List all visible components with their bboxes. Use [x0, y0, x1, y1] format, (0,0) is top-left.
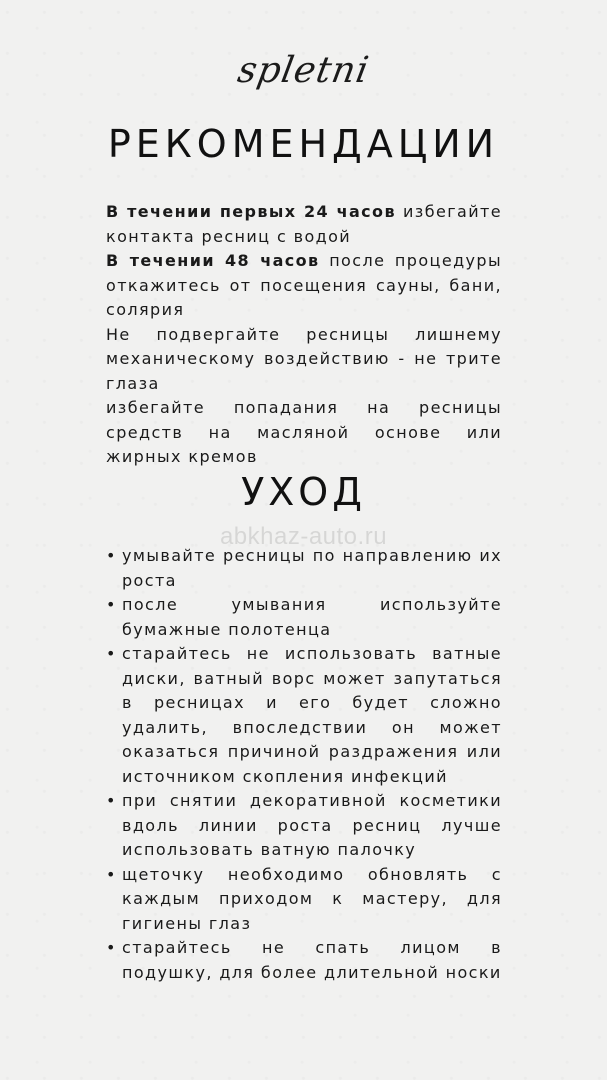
list-item — [104, 789, 502, 863]
recommendation-item — [106, 200, 502, 249]
bullet-icon: • — [106, 791, 117, 810]
care-item-text: старайтесь не спать лицом в подушку, для более длительной носки — [122, 938, 502, 982]
bullet-icon: • — [106, 546, 117, 565]
care-title: УХОД — [241, 470, 366, 514]
care-list — [104, 544, 502, 985]
bullet-icon: • — [106, 644, 117, 663]
recommendations-title: РЕКОМЕНДАЦИИ — [107, 122, 500, 166]
list-item — [104, 544, 502, 593]
recommendations-list — [106, 200, 502, 470]
recommendation-text: избегайте попадания на ресницы средств на масляной основе или жирных кремов — [106, 398, 502, 466]
list-item — [104, 936, 502, 985]
recommendation-text: после процедуры откажитесь от посещения сауны, бани, солярия — [106, 251, 502, 319]
recommendation-emphasis: В течении 48 часов — [106, 251, 320, 270]
list-item — [104, 642, 502, 789]
list-item — [104, 593, 502, 642]
bullet-icon: • — [106, 595, 117, 614]
recommendation-emphasis: В течении первых 24 часов — [106, 202, 396, 221]
bullet-icon: • — [106, 864, 117, 884]
care-item-text: умывайте ресницы по направлению их роста — [122, 546, 502, 590]
recommendation-item — [106, 323, 502, 397]
care-item-text: при снятии декоративной косметики вдоль линии роста ресниц лучше использовать ватную палочку — [122, 791, 502, 859]
bullet-icon: • — [106, 938, 117, 957]
recommendation-text: избегайте контакта ресниц с водой — [106, 202, 502, 246]
recommendation-item — [106, 396, 502, 470]
care-item-text: старайтесь не использовать ватные диски, ватный ворс может запутаться в ресницах и его будет сложно удалить, впоследствии он может оказаться причиной раздражения или источником скопления инфекций — [122, 644, 502, 786]
recommendation-item — [106, 249, 502, 323]
care-item-text: после умывания используйте бумажные полотенца — [122, 595, 502, 639]
recommendation-text: Не подвергайте ресницы лишнему механическому воздействию - не трите глаза — [106, 324, 502, 393]
care-item-text: щеточку необходимо обновлять с каждым приходом к мастеру, для гигиены глаз — [122, 864, 502, 933]
list-item — [104, 863, 502, 937]
brand-logo: spletni — [234, 50, 373, 91]
watermark: abkhaz-auto.ru — [219, 523, 388, 550]
